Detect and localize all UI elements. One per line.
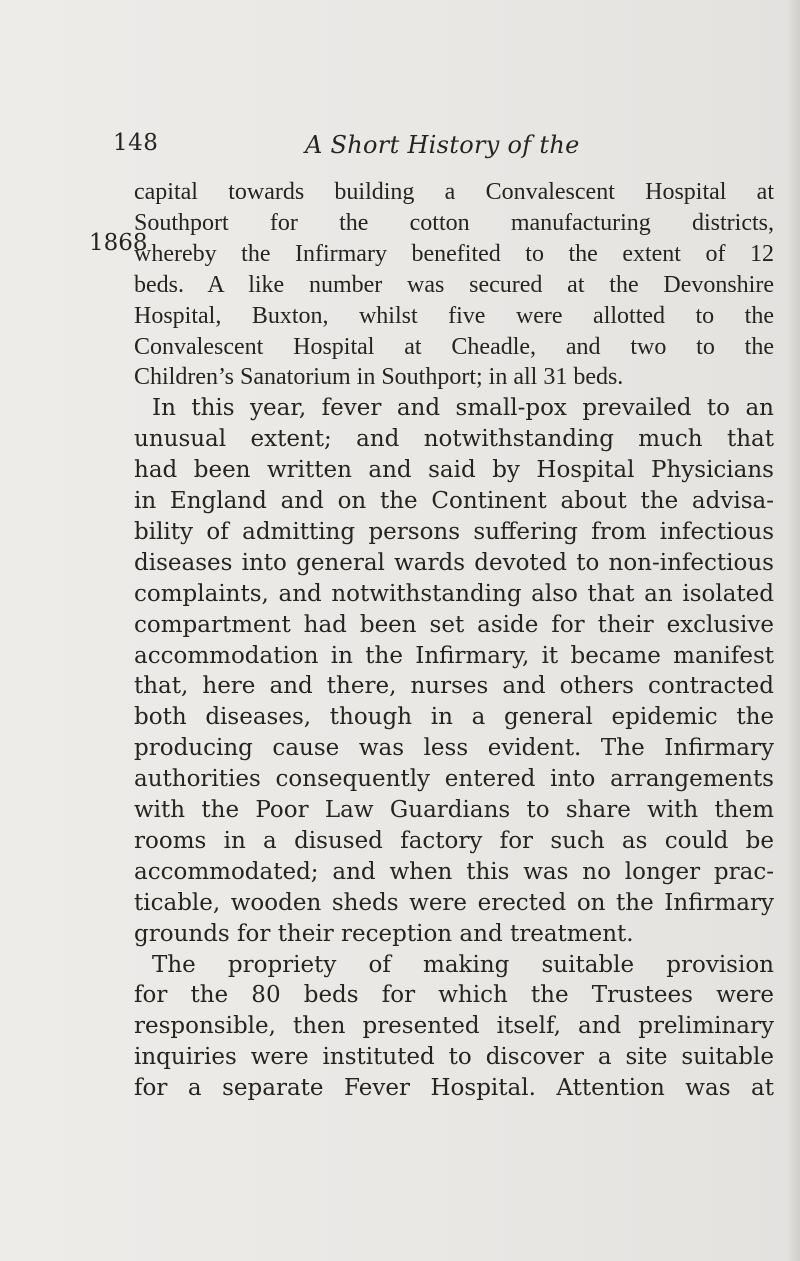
- text-line: capital towards building a Convalescent Hospital at: [134, 179, 774, 205]
- text-line: authorities consequently entered into arrangements: [134, 766, 774, 792]
- text-line: grounds for their reception and treatment.: [134, 921, 634, 947]
- margin-year: 1868: [89, 230, 148, 256]
- text-line: diseases into general wards devoted to non-infectious: [134, 550, 774, 576]
- text-line: responsible, then presented itself, and preliminary: [134, 1013, 774, 1039]
- text-line: both diseases, though in a general epidemic the: [134, 704, 774, 730]
- text-line: compartment had been set aside for their exclusive: [134, 612, 774, 638]
- page-number: 148: [113, 130, 159, 156]
- text-line: Southport for the cotton manufacturing districts,: [134, 210, 774, 236]
- text-line: Hospital, Buxton, whilst five were allotted to the: [134, 303, 774, 329]
- text-line: producing cause was less evident. The Infirmary: [134, 735, 774, 761]
- text-line: had been written and said by Hospital Physicians: [134, 457, 774, 483]
- text-line: for a separate Fever Hospital. Attention was at: [134, 1075, 774, 1101]
- text-line: for the 80 beds for which the Trustees were: [134, 982, 774, 1008]
- text-line: that, here and there, nurses and others contracted: [134, 673, 774, 699]
- running-title: A Short History of the: [305, 131, 580, 159]
- page-edge-shadow: [786, 0, 800, 1261]
- text-line: ticable, wooden sheds were erected on the Infirmary: [134, 890, 774, 916]
- text-line: bility of admitting persons suffering from infectious: [134, 519, 774, 545]
- text-line: Convalescent Hospital at Cheadle, and two to the: [134, 334, 774, 360]
- text-line: with the Poor Law Guardians to share with them: [134, 797, 774, 823]
- running-head: [113, 130, 773, 170]
- text-line: whereby the Infirmary benefited to the extent of 12: [134, 241, 774, 267]
- text-line: accommodated; and when this was no longer prac-: [134, 859, 774, 885]
- text-line: In this year, fever and small-pox prevailed to an: [152, 395, 774, 421]
- text-line: Children’s Sanatorium in Southport; in all 31 beds.: [134, 364, 624, 390]
- text-line: beds. A like number was secured at the Devonshire: [134, 272, 774, 298]
- text-line: The propriety of making suitable provision: [152, 952, 774, 978]
- text-line: rooms in a disused factory for such as could be: [134, 828, 774, 854]
- text-line: in England and on the Continent about the advisa-: [134, 488, 774, 514]
- text-line: accommodation in the Infirmary, it became manifest: [134, 643, 774, 669]
- text-line: complaints, and notwithstanding also that an isolated: [134, 581, 774, 607]
- text-line: inquiries were instituted to discover a site suitable: [134, 1044, 774, 1070]
- text-line: unusual extent; and notwithstanding much that: [134, 426, 774, 452]
